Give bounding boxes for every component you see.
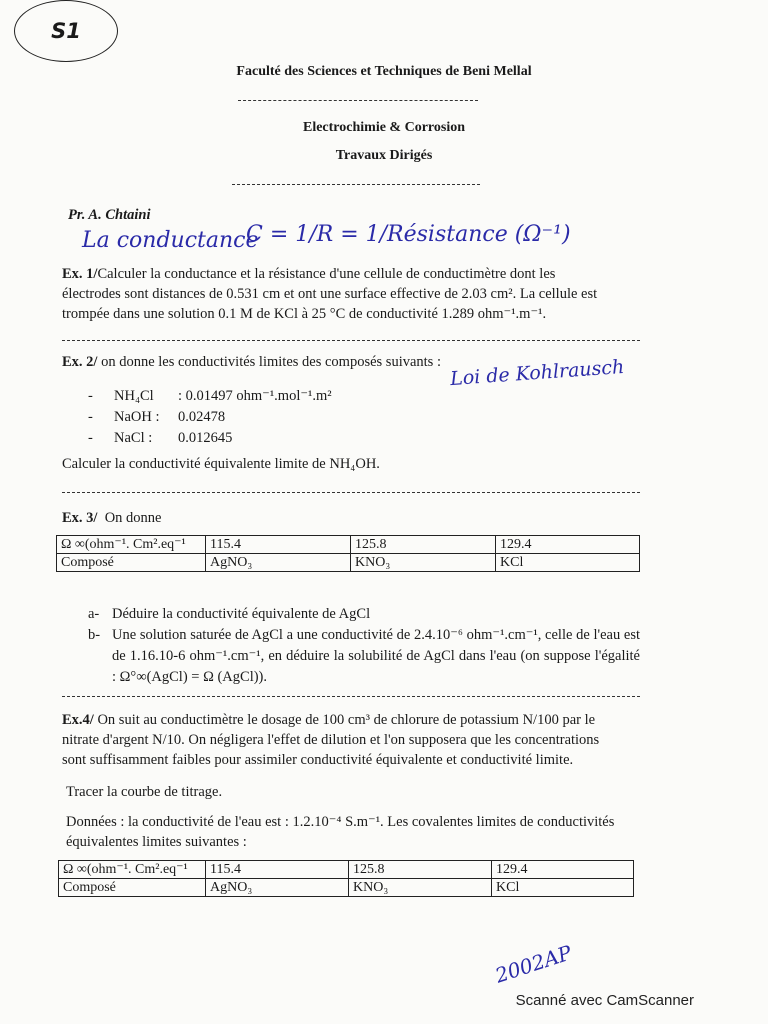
exercise-1-label: Ex. 1/ bbox=[62, 266, 98, 282]
exercise-4-table bbox=[58, 860, 634, 897]
exercise-4: Ex.4/ On suit au conductimètre le dosage de 100 cm³ de chlorure de potassium N/100 par le nitrate d'argent N/10. On négligera l'effet de dilution et l'on supposera que les concentrations sont suffisamment faibles pour assimiler conductivité équivalente et conductivité limite. bbox=[62, 712, 600, 768]
exercise-1-line: électrodes sont distances de 0.531 cm et ont une surface effective de 2.03 cm². La cellule est bbox=[62, 286, 598, 302]
exercise-2-question: Calculer la conductivité équivalente limite de NH₄OH. bbox=[62, 456, 380, 472]
divider bbox=[62, 340, 640, 341]
handwritten-kohlrausch-note: Loi de Kohlrausch bbox=[449, 355, 625, 391]
exercise-1 bbox=[62, 264, 640, 324]
list-item: a- Déduire la conductivité équivalente de AgCl bbox=[88, 606, 371, 622]
table-cell: KNO₃ bbox=[349, 879, 492, 897]
table-cell: Ω ∞(ohm⁻¹. Cm².eq⁻¹ bbox=[59, 861, 206, 879]
faculty-title: Faculté des Sciences et Techniques de Beni Mellal bbox=[236, 64, 532, 79]
exercise-3-label: Ex. 3/ bbox=[62, 510, 98, 526]
author: Pr. A. Chtaini bbox=[68, 207, 151, 223]
exercise-2-list bbox=[88, 386, 332, 449]
exercise-4-label: Ex.4/ bbox=[62, 712, 94, 728]
exercise-2-intro bbox=[62, 354, 441, 371]
exercise-2-label: Ex. 2/ bbox=[62, 354, 98, 370]
divider bbox=[62, 492, 640, 493]
table-cell: Composé bbox=[59, 879, 206, 897]
table-cell: AgNO₃ bbox=[206, 554, 351, 572]
section-badge: S1 bbox=[14, 0, 118, 62]
handwritten-conductance-formula: C = 1/R = 1/Résistance (Ω⁻¹) bbox=[246, 222, 571, 247]
table-row bbox=[57, 554, 640, 572]
exercise-1-line: Calculer la conductance et la résistance d'une cellule de conductimètre dont les bbox=[97, 266, 556, 282]
table-cell: Composé bbox=[57, 554, 206, 572]
table-cell: Ω ∞(ohm⁻¹. Cm².eq⁻¹ bbox=[57, 536, 206, 554]
list-item: b- Une solution saturée de AgCl a une conductivité de 2.4.10⁻⁶ ohm⁻¹.cm⁻¹, celle de l'eau est de 1.16.10-6 ohm⁻¹.cm⁻¹, en déduire la solubilité de AgCl dans l'eau (on suppose l'égalité : Ω°∞(AgCl) = Ω (AgCl)). bbox=[88, 627, 640, 685]
course-title: Electrochimie & Corrosion bbox=[302, 120, 465, 135]
exercise-4-data: Données : la conductivité de l'eau est : 1.2.10⁻⁴ S.m⁻¹. Les covalentes limites de conductivités équivalentes limites suivantes : bbox=[66, 814, 615, 850]
table-cell: 129.4 bbox=[492, 861, 634, 879]
exercise-3-questions bbox=[88, 604, 640, 688]
exercise-2-intro-text: on donne les conductivités limites des composés suivants : bbox=[97, 354, 441, 370]
table-cell: 115.4 bbox=[206, 861, 349, 879]
handwritten-signature: 2002AP bbox=[492, 940, 575, 988]
handwritten-conductance-label: La conductance bbox=[82, 228, 259, 253]
exercise-3-table bbox=[56, 535, 640, 572]
table-cell: AgNO₃ bbox=[206, 879, 349, 897]
list-item: - NH₄Cl : 0.01497 ohm⁻¹.mol⁻¹.m² bbox=[88, 388, 332, 404]
table-cell: KCl bbox=[496, 554, 640, 572]
table-row bbox=[59, 879, 634, 897]
table-cell: 125.8 bbox=[351, 536, 496, 554]
divider bbox=[232, 184, 480, 185]
table-cell: 125.8 bbox=[349, 861, 492, 879]
exercise-4-task: Tracer la courbe de titrage. bbox=[66, 784, 223, 800]
table-row bbox=[57, 536, 640, 554]
exercise-1-line: trompée dans une solution 0.1 M de KCl à 25 °C de conductivité 1.289 ohm⁻¹.m⁻¹. bbox=[62, 306, 547, 322]
divider bbox=[62, 696, 640, 697]
table-row bbox=[59, 861, 634, 879]
list-item: - NaCl : 0.012645 bbox=[88, 430, 233, 446]
td-title: Travaux Dirigés bbox=[335, 148, 433, 163]
exercise-3-intro: Ex. 3/ On donne bbox=[62, 510, 162, 526]
list-item: - NaOH : 0.02478 bbox=[88, 409, 226, 425]
table-cell: 115.4 bbox=[206, 536, 351, 554]
divider bbox=[238, 100, 478, 101]
table-cell: KCl bbox=[492, 879, 634, 897]
table-cell: KNO₃ bbox=[351, 554, 496, 572]
table-cell: 129.4 bbox=[496, 536, 640, 554]
scanner-watermark: Scanné avec CamScanner bbox=[515, 992, 694, 1009]
